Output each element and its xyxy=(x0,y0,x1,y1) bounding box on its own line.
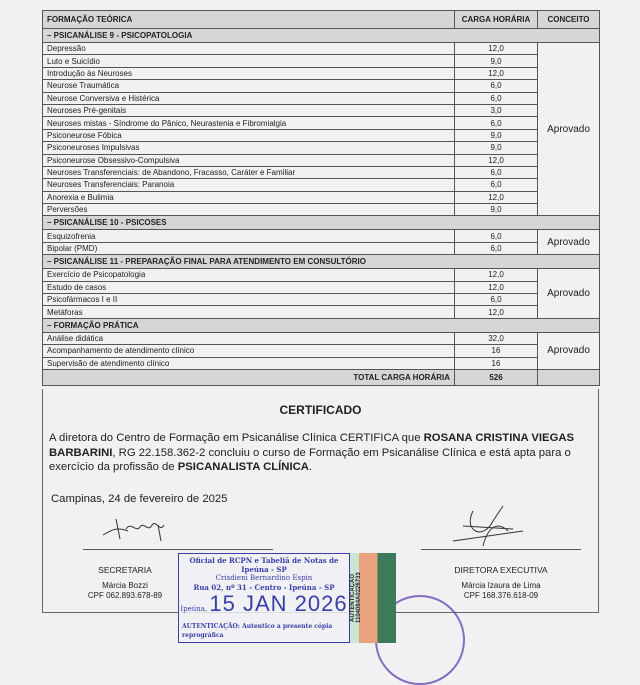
subject-name: Psiconeurose Fóbica xyxy=(43,129,455,141)
secretary-cpf: CPF 062.893.678-89 xyxy=(87,591,163,600)
table-row xyxy=(43,294,600,306)
profession: PSICANALISTA CLÍNICA xyxy=(177,461,309,473)
secretary-signature-line xyxy=(83,549,273,550)
table-row xyxy=(43,230,600,242)
table-row xyxy=(43,242,600,254)
subject-hours: 6,0 xyxy=(455,92,538,104)
stamp-line-2: Crisdieni Bernardino Espin xyxy=(215,574,313,582)
subject-name: Metáforas xyxy=(43,306,455,318)
subject-hours: 12,0 xyxy=(455,269,538,281)
director-signature xyxy=(443,501,533,551)
table-row xyxy=(43,92,600,104)
subject-hours: 9,0 xyxy=(455,129,538,141)
secretary-block xyxy=(73,565,177,601)
subject-hours: 6,0 xyxy=(455,166,538,178)
subject-hours: 12,0 xyxy=(455,154,538,166)
subject-name: Neuroses Pré-genitais xyxy=(43,104,455,116)
total-label: TOTAL CARGA HORÁRIA xyxy=(43,369,455,385)
section-grade: Aprovado xyxy=(538,332,600,369)
subject-name: Acompanhamento de atendimento clínico xyxy=(43,345,455,357)
section-title: – PSICANÁLISE 9 - PSICOPATOLOGIA xyxy=(43,29,600,43)
table-row xyxy=(43,179,600,191)
subject-hours: 6,0 xyxy=(455,80,538,92)
subject-hours: 9,0 xyxy=(455,142,538,154)
subject-hours: 12,0 xyxy=(455,191,538,203)
subject-name: Depressão xyxy=(43,43,455,55)
table-row xyxy=(43,357,600,369)
table-row xyxy=(43,204,600,216)
subject-name: Psiconeurose Obsessivo-Compulsiva xyxy=(43,154,455,166)
section-title: – PSICANÁLISE 11 - PREPARAÇÃO FINAL PARA ATENDIMENTO EM CONSULTÓRIO xyxy=(43,255,600,269)
subject-hours: 3,0 xyxy=(455,104,538,116)
cert-text-3: . xyxy=(308,461,313,473)
secretary-name: Márcia Bozzi xyxy=(102,581,148,590)
cert-text-1: A diretora do Centro de Formação em Psicanálise Clínica CERTIFICA que xyxy=(49,432,424,444)
secretary-role: SECRETARIA xyxy=(98,565,152,575)
section-row xyxy=(43,318,600,332)
subject-hours: 6,0 xyxy=(455,117,538,129)
course-table xyxy=(42,10,600,386)
subject-name: Neurose Conversiva e Histérica xyxy=(43,92,455,104)
table-row xyxy=(43,191,600,203)
subject-hours: 6,0 xyxy=(455,179,538,191)
section-row xyxy=(43,255,600,269)
subject-hours: 16 xyxy=(455,345,538,357)
authentication-seal: AUTENTICAÇÃO 1104084A0226733 xyxy=(350,553,396,643)
subject-name: Neurose Traumática xyxy=(43,80,455,92)
subject-name: Análise didática xyxy=(43,332,455,344)
stamp-date: 15 JAN 2026 xyxy=(209,591,348,616)
header-subject: FORMAÇÃO TEÓRICA xyxy=(43,11,455,29)
table-row xyxy=(43,104,600,116)
total-empty-cell xyxy=(538,369,600,385)
section-grade: Aprovado xyxy=(538,230,600,255)
subject-hours: 12,0 xyxy=(455,281,538,293)
stamp-line-3: Rua 02, nº 31 - Centro - Ipeúna - SP xyxy=(193,583,335,592)
subject-name: Neuroses mistas - Síndrome do Pânico, Neurastenia e Fibromialgia xyxy=(43,117,455,129)
section-row xyxy=(43,216,600,230)
table-row xyxy=(43,332,600,344)
certificate-title: CERTIFICADO xyxy=(279,403,362,417)
table-row xyxy=(43,281,600,293)
stamp-place: Ipeúna, xyxy=(180,605,208,613)
student-name: ROSANA CRISTINA VIEGAS BARBARINI xyxy=(49,432,575,459)
subject-name: Supervisão de atendimento clínico xyxy=(43,357,455,369)
table-row xyxy=(43,129,600,141)
stamp-line-1: Oficial de RCPN e Tabeliã de Notas de Ipeúna - SP xyxy=(189,556,339,574)
director-signature-line xyxy=(421,549,581,550)
subject-hours: 6,0 xyxy=(455,294,538,306)
subject-name: Estudo de casos xyxy=(43,281,455,293)
header-grade: CONCEITO xyxy=(538,11,600,29)
section-row xyxy=(43,29,600,43)
subject-hours: 6,0 xyxy=(455,230,538,242)
table-row xyxy=(43,166,600,178)
subject-hours: 16 xyxy=(455,357,538,369)
section-title: – PSICANÁLISE 10 - PSICOSES xyxy=(43,216,600,230)
total-row xyxy=(43,369,600,385)
subject-hours: 32,0 xyxy=(455,332,538,344)
subject-name: Psiconeuroses Impulsivas xyxy=(43,142,455,154)
table-row xyxy=(43,154,600,166)
total-value: 526 xyxy=(455,369,538,385)
subject-name: Esquizofrenia xyxy=(43,230,455,242)
table-row xyxy=(43,142,600,154)
table-row xyxy=(43,43,600,55)
subject-name: Exercício de Psicopatologia xyxy=(43,269,455,281)
director-name: Márcia Izaura de Lima xyxy=(461,581,541,590)
director-block xyxy=(421,565,581,601)
notary-stamp xyxy=(178,553,350,643)
subject-name: Bipolar (PMD) xyxy=(43,242,455,254)
subject-name: Introdução às Neuroses xyxy=(43,67,455,79)
subject-hours: 9,0 xyxy=(455,55,538,67)
table-row xyxy=(43,306,600,318)
table-row xyxy=(43,117,600,129)
table-row xyxy=(43,345,600,357)
section-grade: Aprovado xyxy=(538,269,600,319)
subject-name: Perversões xyxy=(43,204,455,216)
subject-name: Luto e Suicídio xyxy=(43,55,455,67)
table-row xyxy=(43,269,600,281)
subject-name: Neuroses Transferenciais: Paranoia xyxy=(43,179,455,191)
director-role: DIRETORA EXECUTIVA xyxy=(454,565,548,575)
certificate-text xyxy=(49,431,594,475)
secretary-signature xyxy=(98,507,178,547)
subject-name: Neuroses Transferenciais: de Abandono, Fracasso, Caráter e Familiar xyxy=(43,166,455,178)
subject-name: Psicofármacos I e II xyxy=(43,294,455,306)
subject-hours: 12,0 xyxy=(455,67,538,79)
stamp-footer: AUTENTICAÇÃO: Autentico a presente cópia reprográfica xyxy=(182,623,333,639)
subject-hours: 12,0 xyxy=(455,306,538,318)
course-table-container xyxy=(42,10,599,386)
section-grade: Aprovado xyxy=(538,43,600,216)
subject-hours: 6,0 xyxy=(455,242,538,254)
subject-hours: 12,0 xyxy=(455,43,538,55)
director-cpf: CPF 168.376.618-09 xyxy=(463,591,539,600)
certificate-date: Campinas, 24 de fevereiro de 2025 xyxy=(51,493,228,505)
table-row xyxy=(43,55,600,67)
subject-name: Anorexia e Bulimia xyxy=(43,191,455,203)
cert-text-2: , RG 22.158.362-2 concluiu o curso de Formação em Psicanálise Clínica e está apta para o exercício da profissão de xyxy=(49,446,571,473)
section-title: – FORMAÇÃO PRÁTICA xyxy=(43,318,600,332)
header-hours: CARGA HORÁRIA xyxy=(455,11,538,29)
table-row xyxy=(43,80,600,92)
table-header xyxy=(43,11,600,29)
table-row xyxy=(43,67,600,79)
subject-hours: 9,0 xyxy=(455,204,538,216)
